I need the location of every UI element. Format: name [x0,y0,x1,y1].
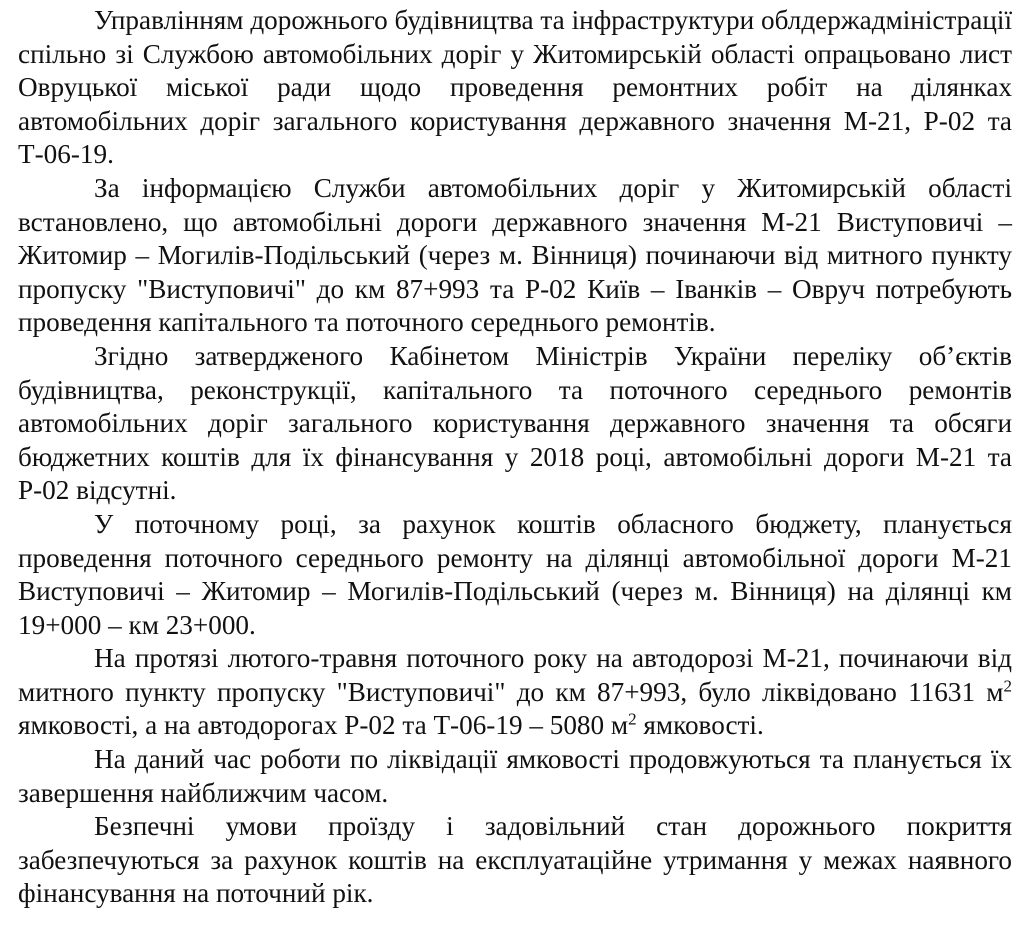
paragraph-ongoing-works [18,743,1012,810]
paragraph-text: ямковості, а на автодорогах Р-02 та Т-06-19 – 5080 м [18,710,629,741]
paragraph-text: Управлінням дорожнього будівництва та інфраструктури облдержадміністрації спільно зі Службою автомобільних доріг у Житомирській області опрацьовано лист Овруцької міської ради щодо проведення ремонтних робіт на ділянках автомобільних доріг загального користування державного значення М-21, Р-02 та Т-06-19. [18,5,1012,170]
paragraph-cabinet-list [18,340,1012,508]
paragraph-safe-conditions [18,810,1012,911]
paragraph-text: У поточному році, за рахунок коштів обласного бюджету, планується проведення поточного середнього ремонту на ділянці автомобільної дороги М-21 Виступовичі – Житомир – Могилів-Подільський (через м. Вінниця) на ділянці км 19+000 – км 23+000. [18,508,1012,640]
paragraph-road-works-request [18,4,1012,172]
paragraph-current-year-plan [18,508,1012,642]
paragraph-text: За інформацією Служби автомобільних доріг у Житомирській області встановлено, що автомобільні дороги державного значення М-21 Виступовичі – Житомир – Могилів-Подільський (через м. Вінниця) починаючи від митного пункту пропуску "Виступовичі" до км 87+993 та Р-02 Київ – Іванків – Овруч потребують проведення капітального та поточного середнього ремонтів. [18,172,1012,338]
paragraph-text: ямковості. [636,710,764,741]
paragraph-text: На протязі лютого-травня поточного року на автодорозі М-21, починаючи від митного пункту пропуску "Виступовичі" до км 87+993, було ліквідовано 11631 м [18,643,1012,707]
paragraph-text: На даний час роботи по ліквідації ямковості продовжуються та планується їх завершення найближчим часом. [18,744,1012,808]
paragraph-road-service-findings [18,172,1012,340]
square-meter-superscript: 2 [1003,676,1012,696]
paragraph-text: Безпечні умови проїзду і задовільний стан дорожнього покриття забезпечуються за рахунок коштів на експлуатаційне утримання у межах наявного фінансування на поточний рік. [18,811,1012,909]
paragraph-text: Згідно затвердженого Кабінетом Міністрів України переліку об’єктів будівництва, реконструкції, капітального та поточного середнього ремонтів автомобільних доріг загального користування державного значення та обсяги бюджетних коштів для їх фінансування у 2018 році, автомобільні дороги М-21 та Р-02 відсутні. [18,340,1012,506]
paragraph-pothole-repairs [18,642,1012,743]
square-meter-superscript: 2 [628,710,637,730]
